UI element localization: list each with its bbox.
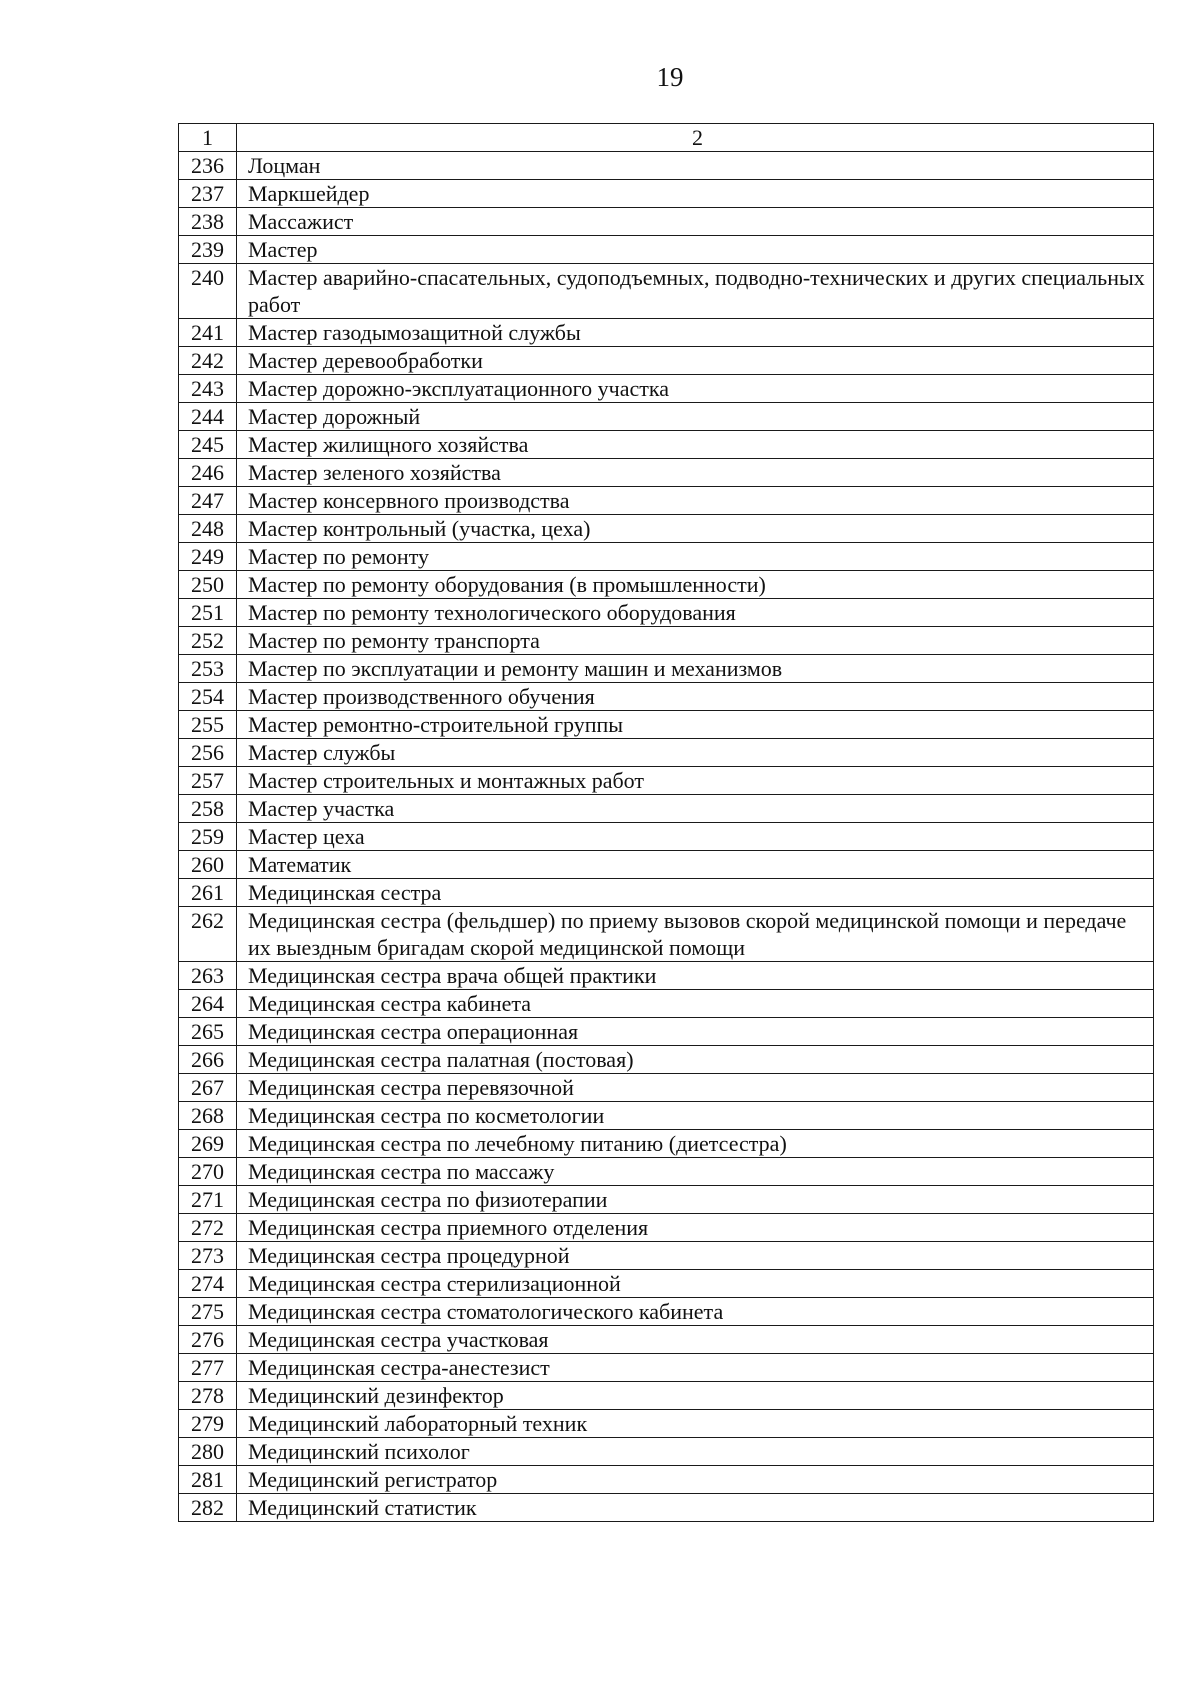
row-number-cell: 273 (179, 1242, 237, 1270)
table-row (179, 152, 1154, 180)
table-row (179, 1102, 1154, 1130)
table-row (179, 599, 1154, 627)
column-name-header: 2 (237, 124, 1154, 152)
profession-name-cell: Мастер производственного обучения (237, 683, 1154, 711)
row-number-cell: 280 (179, 1438, 237, 1466)
row-number-cell: 246 (179, 459, 237, 487)
table-row (179, 487, 1154, 515)
page-number: 19 (656, 62, 684, 92)
profession-name-cell: Мастер по ремонту оборудования (в промышленности) (237, 571, 1154, 599)
row-number-cell: 276 (179, 1326, 237, 1354)
row-number-cell: 260 (179, 851, 237, 879)
table-row (179, 375, 1154, 403)
profession-name-cell: Медицинская сестра палатная (постовая) (237, 1046, 1154, 1074)
profession-name-cell: Математик (237, 851, 1154, 879)
row-number-cell: 262 (179, 907, 237, 962)
table-row (179, 1130, 1154, 1158)
profession-name-cell: Мастер участка (237, 795, 1154, 823)
profession-name-cell: Медицинская сестра по физиотерапии (237, 1186, 1154, 1214)
profession-name-cell: Массажист (237, 208, 1154, 236)
table-row (179, 319, 1154, 347)
row-number-cell: 253 (179, 655, 237, 683)
professions-table (178, 123, 1154, 1522)
row-number-cell: 243 (179, 375, 237, 403)
table-row (179, 1298, 1154, 1326)
table-row (179, 180, 1154, 208)
profession-name-cell: Мастер (237, 236, 1154, 264)
profession-name-cell: Медицинская сестра (237, 879, 1154, 907)
table-row (179, 962, 1154, 990)
profession-name-cell: Медицинская сестра процедурной (237, 1242, 1154, 1270)
table-row (179, 879, 1154, 907)
row-number-cell: 239 (179, 236, 237, 264)
profession-name-cell: Мастер по ремонту технологического оборудования (237, 599, 1154, 627)
table-row (179, 347, 1154, 375)
table-row (179, 571, 1154, 599)
table-row (179, 459, 1154, 487)
row-number-cell: 257 (179, 767, 237, 795)
row-number-cell: 274 (179, 1270, 237, 1298)
row-number-cell: 238 (179, 208, 237, 236)
row-number-cell: 281 (179, 1466, 237, 1494)
row-number-cell: 236 (179, 152, 237, 180)
table-row (179, 823, 1154, 851)
table-row (179, 1410, 1154, 1438)
profession-name-cell: Мастер зеленого хозяйства (237, 459, 1154, 487)
profession-name-cell: Медицинская сестра (фельдшер) по приему вызовов скорой медицинской помощи и передаче их выездным бригадам скорой медицинской помощи (237, 907, 1154, 962)
row-number-cell: 270 (179, 1158, 237, 1186)
profession-name-cell: Мастер ремонтно-строительной группы (237, 711, 1154, 739)
row-number-cell: 267 (179, 1074, 237, 1102)
table-row (179, 739, 1154, 767)
profession-name-cell: Медицинская сестра перевязочной (237, 1074, 1154, 1102)
table-row (179, 515, 1154, 543)
row-number-cell: 242 (179, 347, 237, 375)
row-number-cell: 255 (179, 711, 237, 739)
profession-name-cell: Мастер аварийно-спасательных, судоподъемных, подводно-технических и других специальных работ (237, 264, 1154, 319)
row-number-cell: 279 (179, 1410, 237, 1438)
table-body (179, 124, 1154, 1522)
profession-name-cell: Медицинская сестра стерилизационной (237, 1270, 1154, 1298)
table-row (179, 851, 1154, 879)
profession-name-cell: Медицинский дезинфектор (237, 1382, 1154, 1410)
row-number-cell: 258 (179, 795, 237, 823)
profession-name-cell: Мастер газодымозащитной службы (237, 319, 1154, 347)
table-row (179, 1326, 1154, 1354)
profession-name-cell: Медицинская сестра-анестезист (237, 1354, 1154, 1382)
profession-name-cell: Медицинская сестра кабинета (237, 990, 1154, 1018)
profession-name-cell: Медицинская сестра приемного отделения (237, 1214, 1154, 1242)
table-row (179, 1494, 1154, 1522)
table-row (179, 1018, 1154, 1046)
table-row (179, 431, 1154, 459)
row-number-cell: 252 (179, 627, 237, 655)
row-number-cell: 269 (179, 1130, 237, 1158)
profession-name-cell: Мастер цеха (237, 823, 1154, 851)
table-row (179, 403, 1154, 431)
table-row (179, 1242, 1154, 1270)
table-row (179, 627, 1154, 655)
profession-name-cell: Медицинская сестра по косметологии (237, 1102, 1154, 1130)
table-row (179, 1074, 1154, 1102)
profession-name-cell: Маркшейдер (237, 180, 1154, 208)
table-row (179, 1466, 1154, 1494)
table-row (179, 683, 1154, 711)
row-number-cell: 244 (179, 403, 237, 431)
row-number-cell: 259 (179, 823, 237, 851)
profession-name-cell: Медицинский регистратор (237, 1466, 1154, 1494)
profession-name-cell: Медицинская сестра по лечебному питанию (диетсестра) (237, 1130, 1154, 1158)
row-number-cell: 247 (179, 487, 237, 515)
table-row (179, 1270, 1154, 1298)
row-number-cell: 261 (179, 879, 237, 907)
profession-name-cell: Мастер консервного производства (237, 487, 1154, 515)
table-row (179, 1046, 1154, 1074)
row-number-cell: 256 (179, 739, 237, 767)
row-number-cell: 248 (179, 515, 237, 543)
row-number-cell: 268 (179, 1102, 237, 1130)
row-number-cell: 266 (179, 1046, 237, 1074)
table-row (179, 264, 1154, 319)
table-row (179, 543, 1154, 571)
profession-name-cell: Медицинская сестра по массажу (237, 1158, 1154, 1186)
row-number-cell: 245 (179, 431, 237, 459)
profession-name-cell: Мастер контрольный (участка, цеха) (237, 515, 1154, 543)
row-number-cell: 249 (179, 543, 237, 571)
row-number-cell: 272 (179, 1214, 237, 1242)
table-row (179, 236, 1154, 264)
profession-name-cell: Мастер дорожный (237, 403, 1154, 431)
row-number-cell: 251 (179, 599, 237, 627)
profession-name-cell: Мастер по ремонту транспорта (237, 627, 1154, 655)
table-header-row (179, 124, 1154, 152)
table-row (179, 1382, 1154, 1410)
profession-name-cell: Мастер по эксплуатации и ремонту машин и механизмов (237, 655, 1154, 683)
row-number-cell: 277 (179, 1354, 237, 1382)
table-row (179, 711, 1154, 739)
table-row (179, 990, 1154, 1018)
profession-name-cell: Медицинская сестра операционная (237, 1018, 1154, 1046)
profession-name-cell: Медицинский лабораторный техник (237, 1410, 1154, 1438)
row-number-cell: 265 (179, 1018, 237, 1046)
profession-name-cell: Мастер службы (237, 739, 1154, 767)
table-row (179, 655, 1154, 683)
profession-name-cell: Медицинская сестра участковая (237, 1326, 1154, 1354)
row-number-cell: 241 (179, 319, 237, 347)
profession-name-cell: Мастер дорожно-эксплуатационного участка (237, 375, 1154, 403)
table-row (179, 767, 1154, 795)
profession-name-cell: Мастер по ремонту (237, 543, 1154, 571)
table-row (179, 208, 1154, 236)
table-row (179, 1438, 1154, 1466)
profession-name-cell: Лоцман (237, 152, 1154, 180)
profession-name-cell: Мастер деревообработки (237, 347, 1154, 375)
profession-name-cell: Мастер жилищного хозяйства (237, 431, 1154, 459)
profession-name-cell: Медицинская сестра стоматологического кабинета (237, 1298, 1154, 1326)
profession-name-cell: Медицинская сестра врача общей практики (237, 962, 1154, 990)
row-number-cell: 264 (179, 990, 237, 1018)
row-number-cell: 275 (179, 1298, 237, 1326)
row-number-cell: 271 (179, 1186, 237, 1214)
table-row (179, 907, 1154, 962)
table-row (179, 1158, 1154, 1186)
table-row (179, 1186, 1154, 1214)
profession-name-cell: Медицинский психолог (237, 1438, 1154, 1466)
table-row (179, 795, 1154, 823)
table-row (179, 1354, 1154, 1382)
row-number-cell: 263 (179, 962, 237, 990)
row-number-cell: 237 (179, 180, 237, 208)
row-number-cell: 278 (179, 1382, 237, 1410)
profession-name-cell: Медицинский статистик (237, 1494, 1154, 1522)
row-number-cell: 240 (179, 264, 237, 319)
table-row (179, 1214, 1154, 1242)
row-number-cell: 282 (179, 1494, 237, 1522)
row-number-cell: 250 (179, 571, 237, 599)
profession-name-cell: Мастер строительных и монтажных работ (237, 767, 1154, 795)
column-number-header: 1 (179, 124, 237, 152)
row-number-cell: 254 (179, 683, 237, 711)
